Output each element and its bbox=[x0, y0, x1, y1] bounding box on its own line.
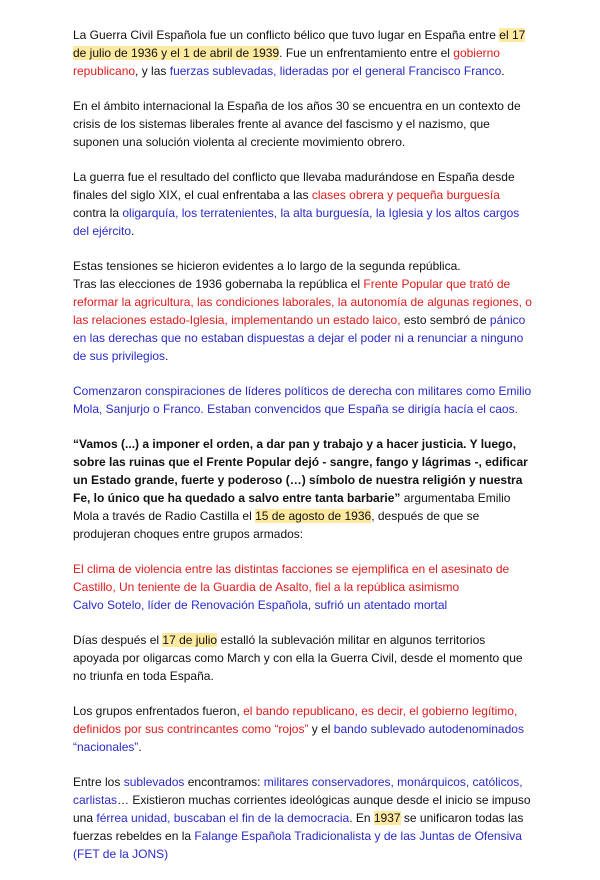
paragraph-p7 bbox=[73, 560, 533, 614]
text-segment: . bbox=[501, 64, 505, 78]
text-segment: Estas tensiones se hicieron evidentes a lo largo de la segunda república. bbox=[73, 259, 461, 273]
text-segment: Días después el bbox=[73, 633, 163, 647]
highlighted-date: 1937 bbox=[373, 811, 401, 825]
text-segment: sublevados bbox=[123, 775, 185, 789]
text-segment: . bbox=[138, 740, 142, 754]
text-segment: . En bbox=[349, 811, 374, 825]
paragraph-p1 bbox=[73, 26, 533, 80]
text-segment: Entre los bbox=[73, 775, 124, 789]
text-segment: . bbox=[131, 224, 135, 238]
highlighted-date: el 17 de julio de 1936 y el 1 de abril de 1939 bbox=[73, 28, 526, 60]
text-segment: La Guerra Civil Española fue un conflicto bélico que tuvo lugar en España entre bbox=[73, 28, 500, 42]
highlighted-date: 15 de agosto de 1936 bbox=[255, 509, 372, 523]
text-segment: oligarquía, los terratenientes, la alta burguesía, la Iglesia y los altos cargos del ejército bbox=[73, 206, 520, 238]
paragraph-p10 bbox=[73, 773, 533, 863]
paragraph-p8 bbox=[73, 631, 533, 685]
text-segment: Tras las elecciones de 1936 gobernaba la república el bbox=[73, 277, 364, 291]
text-segment: férrea unidad, buscaban el fin de la democracia bbox=[96, 811, 350, 825]
text-segment: fuerzas sublevadas, lideradas por el general Francisco Franco bbox=[169, 64, 502, 78]
text-segment: En el ámbito internacional la España de los años 30 se encuentra en un contexto de crisis de los sistemas liberales frente al avance del fascismo y el nazismo, que suponen una solución violenta al creciente movimiento obrero. bbox=[73, 99, 521, 149]
text-segment: Frente Popular que trató de reformar la agricultura, las condiciones laborales, la autonomía de algunas regiones, o las relaciones estado-Iglesia, implementando un estado laico, bbox=[73, 277, 532, 327]
text-segment: Comenzaron conspiraciones de líderes políticos de derecha con militares como Emilio Mola, Sanjurjo o Franco. Estaban convencidos que España se dirigía hacía el caos. bbox=[73, 384, 532, 416]
text-segment: estalló la sublevación militar en algunos territorios apoyada por oligarcas como March y con ella la Guerra Civil, desde el momento que no triunfa en toda España. bbox=[73, 633, 523, 683]
text-segment: . bbox=[165, 349, 169, 363]
text-segment: clases obrera y pequeña burguesía bbox=[311, 188, 500, 202]
text-segment: pánico en las derechas que no estaban dispuestas a dejar el poder ni a renunciar a ninguno de sus privilegios bbox=[73, 313, 526, 363]
text-segment: La guerra fue el resultado del conflicto que llevaba madurándose en España desde finales del siglo XIX, el cual enfrentaba a las bbox=[73, 170, 515, 202]
text-segment: Los grupos enfrentados fueron, bbox=[73, 704, 244, 718]
text-segment: , después de que se produjeran choques entre grupos armados: bbox=[73, 509, 480, 541]
text-segment: contra la bbox=[73, 206, 123, 220]
paragraph-p2 bbox=[73, 97, 533, 151]
paragraph-p4b bbox=[73, 275, 533, 365]
text-segment: Falange Española Tradicionalista y de las Juntas de Ofensiva (FET de la JONS) bbox=[73, 829, 522, 861]
text-segment: . Fue un enfrentamiento entre el bbox=[279, 46, 454, 60]
highlighted-date: 17 de julio bbox=[162, 633, 218, 647]
text-segment: Calvo Sotelo, líder de Renovación Española, sufrió un atentado mortal bbox=[73, 598, 448, 612]
text-segment: bando sublevado autodenominados “nacionales” bbox=[73, 722, 524, 754]
paragraph-p3 bbox=[73, 168, 533, 240]
paragraph-p4a bbox=[73, 257, 533, 275]
text-segment: El clima de violencia entre las distintas facciones se ejemplifica en el asesinato de Castillo, Un teniente de la Guardia de Asalto, fiel a la república asimismo bbox=[73, 562, 510, 594]
text-segment: gobierno republicano bbox=[73, 46, 500, 78]
text-segment: encontramos: bbox=[184, 775, 264, 789]
text-segment: y el bbox=[308, 722, 334, 736]
paragraph-p9 bbox=[73, 702, 533, 756]
text-segment: esto sembró de bbox=[400, 313, 490, 327]
document-body bbox=[73, 26, 533, 880]
text-segment: … Existieron muchas corrientes ideológicas aunque desde el inicio se impuso una bbox=[73, 793, 531, 825]
text-segment: “Vamos (...) a imponer el orden, a dar pan y trabajo y a hacer justicia. Y luego, sobre las ruinas que el Frente Popular dejó - sangre, fango y lágrimas -, edificar un Estado grande, fuerte y poderoso (…) símbolo de nuestra religión y nuestra Fe, lo único que ha quedado a salvo entre tanta barbarie” bbox=[73, 437, 528, 505]
text-segment: militares conservadores, monárquicos, católicos, carlistas bbox=[73, 775, 523, 807]
text-segment: , y las bbox=[135, 64, 170, 78]
text-segment: el bando republicano, es decir, el gobierno legítimo, definidos por sus contrincantes como “rojos” bbox=[73, 704, 518, 736]
text-segment: se unificaron todas las fuerzas rebeldes en la bbox=[73, 811, 524, 843]
paragraph-p5 bbox=[73, 382, 533, 418]
text-segment: argumentaba Emilio Mola a través de Radio Castilla el bbox=[73, 491, 511, 523]
paragraph-p6 bbox=[73, 435, 533, 543]
